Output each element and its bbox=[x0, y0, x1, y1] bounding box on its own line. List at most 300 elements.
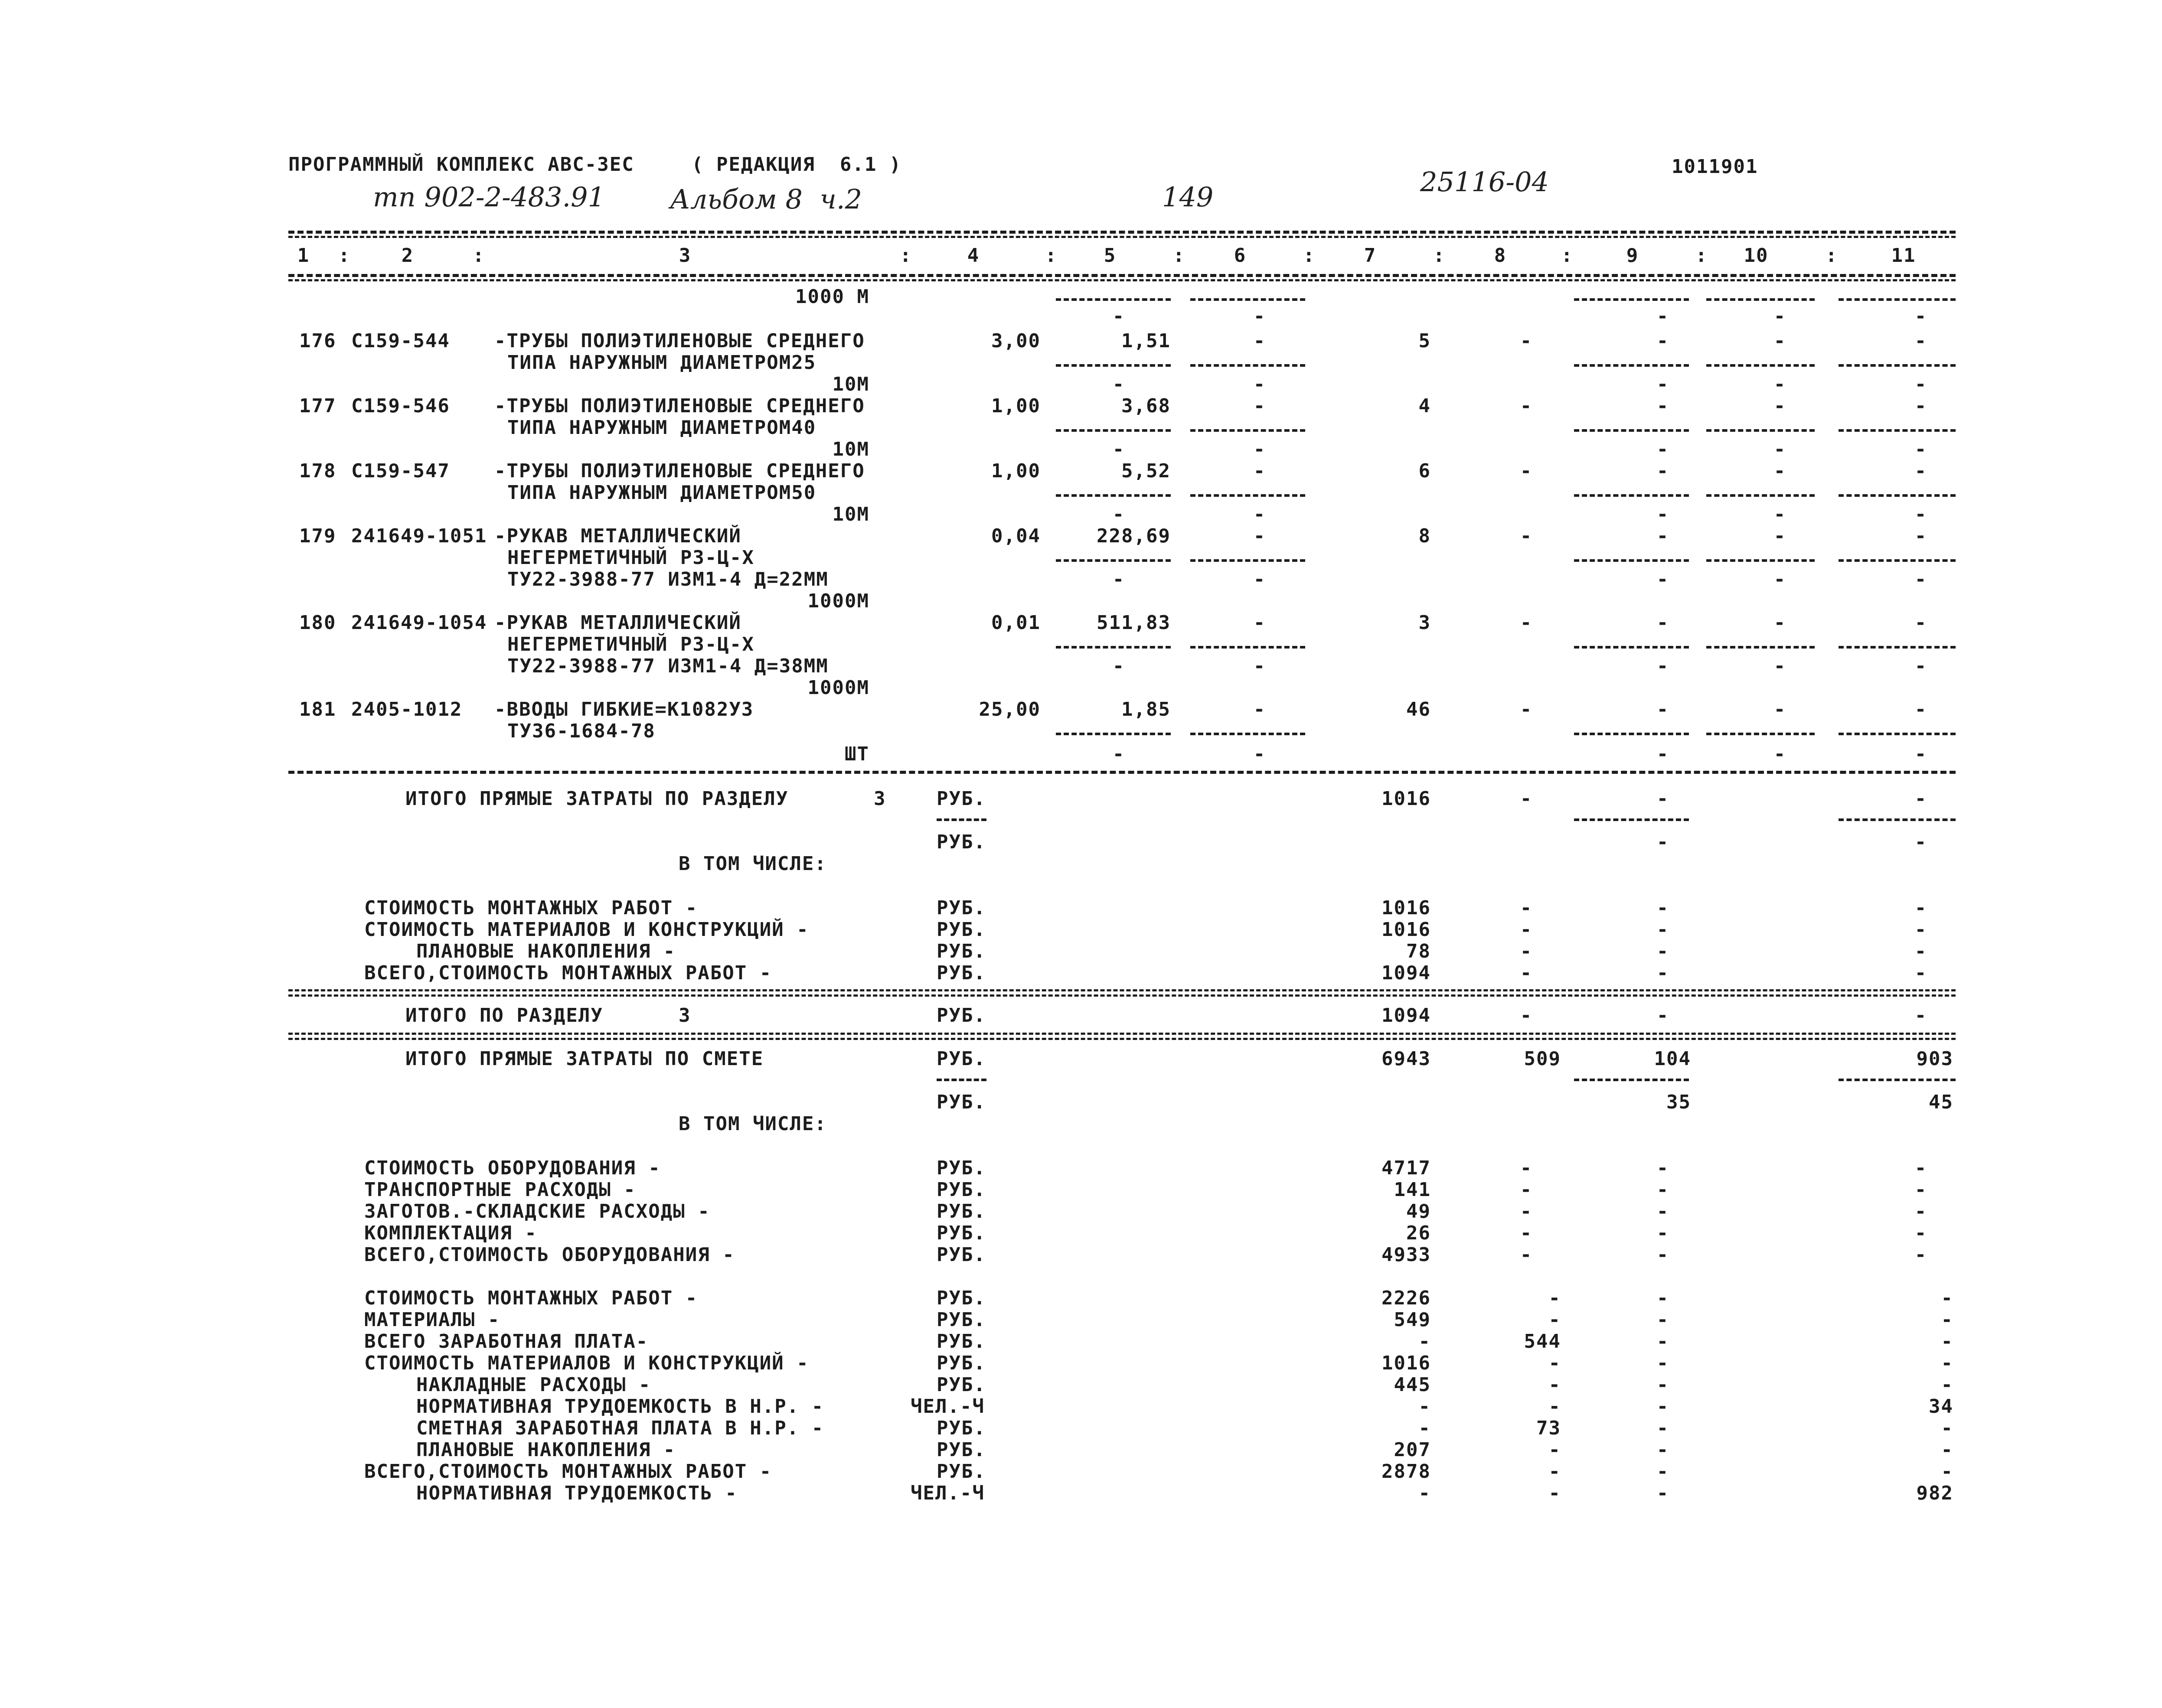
dash-value: - bbox=[1253, 395, 1266, 417]
col-num: 6 bbox=[1234, 244, 1247, 267]
dash-value: - bbox=[1520, 919, 1533, 941]
col-sep: : bbox=[1433, 244, 1446, 267]
item-qty: 1,00 bbox=[991, 460, 1041, 482]
item-no: 177 bbox=[299, 395, 336, 417]
dash-value: - bbox=[1112, 503, 1125, 525]
dash-value: - bbox=[1656, 698, 1669, 720]
dash-value: - bbox=[1656, 919, 1669, 941]
dash-value: - bbox=[1656, 395, 1669, 417]
dash-line bbox=[1706, 733, 1815, 735]
dash-value: - bbox=[1656, 1004, 1669, 1027]
works-v8: - bbox=[1548, 1352, 1561, 1374]
unit-label: РУБ. bbox=[937, 1352, 986, 1374]
item-unit: 1000М bbox=[807, 677, 869, 699]
estimate-v9: 104 bbox=[1654, 1048, 1691, 1070]
works-v7: - bbox=[1418, 1395, 1431, 1418]
dash-value: - bbox=[1914, 330, 1927, 352]
dash-value: - bbox=[1914, 1222, 1927, 1244]
dash-value: - bbox=[1253, 503, 1266, 525]
works-label: СМЕТНАЯ ЗАРАБОТНАЯ ПЛАТА В Н.Р. - bbox=[416, 1417, 824, 1439]
item-name: -РУКАВ МЕТАЛЛИЧЕСКИЙ bbox=[494, 612, 741, 634]
dash-line bbox=[1190, 364, 1305, 367]
dash-value: - bbox=[1656, 460, 1669, 482]
item-unit: 1000М bbox=[807, 590, 869, 612]
dash-value: - bbox=[1656, 503, 1669, 525]
equipment-value: 26 bbox=[1406, 1222, 1431, 1244]
dash-value: - bbox=[1253, 698, 1266, 720]
dash-value: - bbox=[1914, 788, 1927, 810]
dash-value: - bbox=[1656, 1482, 1669, 1504]
item-code: С159-544 bbox=[351, 330, 450, 352]
works-v8: - bbox=[1548, 1460, 1561, 1483]
rule-top-2 bbox=[288, 236, 1956, 238]
dash-value: - bbox=[1914, 438, 1927, 460]
dash-line bbox=[1574, 429, 1689, 432]
breakdown-label: ПЛАНОВЫЕ НАКОПЛЕНИЯ - bbox=[416, 940, 676, 962]
unit-label: РУБ. bbox=[937, 788, 986, 810]
rule-header-bottom-2 bbox=[288, 279, 1956, 281]
dash-value: - bbox=[1112, 438, 1125, 460]
dash-line bbox=[1574, 559, 1689, 562]
dash-value: - bbox=[1656, 1417, 1669, 1439]
works-v8: 544 bbox=[1524, 1330, 1561, 1353]
dash-value: - bbox=[1112, 655, 1125, 677]
breakdown-label: ВСЕГО,СТОИМОСТЬ МОНТАЖНЫХ РАБОТ - bbox=[364, 962, 772, 984]
document-code: 1011901 bbox=[1672, 156, 1758, 178]
item-name: -ТРУБЫ ПОЛИЭТИЛЕНОВЫЕ СРЕДНЕГО bbox=[494, 460, 865, 482]
dash-value: - bbox=[1914, 305, 1927, 327]
col-num: 1 bbox=[297, 244, 310, 267]
handwritten-page: 149 bbox=[1162, 181, 1214, 213]
unit-label: РУБ. bbox=[937, 962, 986, 984]
works-v11: - bbox=[1941, 1417, 1953, 1439]
unit-label: РУБ. bbox=[937, 1309, 986, 1331]
dash-line bbox=[1056, 646, 1171, 649]
dash-value: - bbox=[1520, 897, 1533, 919]
dash-value: - bbox=[1656, 373, 1669, 395]
dash-line bbox=[1706, 559, 1815, 562]
handwritten-album: Альбом 8 ч.2 bbox=[670, 183, 862, 215]
item-no: 179 bbox=[299, 525, 336, 547]
dash-value: - bbox=[1520, 788, 1533, 810]
dash-value: - bbox=[1656, 1179, 1669, 1201]
dash-value: - bbox=[1656, 1309, 1669, 1331]
dash-value: - bbox=[1656, 1200, 1669, 1222]
dash-value: - bbox=[1773, 568, 1786, 590]
equipment-label: ВСЕГО,СТОИМОСТЬ ОБОРУДОВАНИЯ - bbox=[364, 1244, 735, 1266]
unit-label: РУБ. bbox=[937, 1287, 986, 1309]
item-name: -ТРУБЫ ПОЛИЭТИЛЕНОВЫЕ СРЕДНЕГО bbox=[494, 330, 865, 352]
dash-value: - bbox=[1656, 1157, 1669, 1179]
dash-value: - bbox=[1253, 655, 1266, 677]
dash-line bbox=[1839, 646, 1956, 649]
breakdown-label: СТОИМОСТЬ МАТЕРИАЛОВ И КОНСТРУКЦИЙ - bbox=[364, 919, 809, 941]
works-v7: - bbox=[1418, 1330, 1431, 1353]
works-label: ВСЕГО ЗАРАБОТНАЯ ПЛАТА- bbox=[364, 1330, 649, 1353]
works-v8: - bbox=[1548, 1482, 1561, 1504]
program-title: ПРОГРАММНЫЙ КОМПЛЕКС АВС-3ЕС bbox=[288, 153, 634, 176]
works-v8: - bbox=[1548, 1374, 1561, 1396]
dash-value: - bbox=[1773, 373, 1786, 395]
item-name: -ТРУБЫ ПОЛИЭТИЛЕНОВЫЕ СРЕДНЕГО bbox=[494, 395, 865, 417]
item-code: 241649-1051 bbox=[351, 525, 487, 547]
section-number: 3 bbox=[874, 788, 886, 810]
rule-items-end bbox=[288, 771, 1956, 774]
estimate-v11: 903 bbox=[1916, 1048, 1953, 1070]
dash-value: - bbox=[1253, 525, 1266, 547]
estimate-v8: 509 bbox=[1524, 1048, 1561, 1070]
dash-value: - bbox=[1656, 1244, 1669, 1266]
item-total: 46 bbox=[1406, 698, 1431, 720]
item-name: НЕГЕРМЕТИЧНЫЙ РЗ-Ц-Х bbox=[507, 633, 754, 655]
item-qty: 0,04 bbox=[991, 525, 1041, 547]
dash-line bbox=[937, 1079, 986, 1081]
dash-line bbox=[1190, 733, 1305, 735]
dash-value: - bbox=[1112, 743, 1125, 765]
works-v8: - bbox=[1548, 1395, 1561, 1418]
dash-value: - bbox=[1773, 743, 1786, 765]
works-v7: 445 bbox=[1394, 1374, 1431, 1396]
breakdown-label: СТОИМОСТЬ МОНТАЖНЫХ РАБОТ - bbox=[364, 897, 698, 919]
dash-value: - bbox=[1520, 1179, 1533, 1201]
estimate-v7: 6943 bbox=[1381, 1048, 1431, 1070]
unit-label: РУБ. bbox=[937, 897, 986, 919]
item-name: ТУ22-3988-77 ИЗМ1-4 Д=22ММ bbox=[507, 568, 829, 590]
item-total: 8 bbox=[1418, 525, 1431, 547]
unit-label: РУБ. bbox=[937, 1157, 986, 1179]
dash-value: - bbox=[1656, 1330, 1669, 1353]
item-total: 6 bbox=[1418, 460, 1431, 482]
col-num: 9 bbox=[1626, 244, 1639, 267]
dash-value: - bbox=[1914, 460, 1927, 482]
dash-value: - bbox=[1914, 919, 1927, 941]
unit-label: РУБ. bbox=[937, 919, 986, 941]
equipment-label: ЗАГОТОВ.-СКЛАДСКИЕ РАСХОДЫ - bbox=[364, 1200, 710, 1222]
dash-value: - bbox=[1112, 373, 1125, 395]
unit-label: РУБ. bbox=[937, 1200, 986, 1222]
dash-value: - bbox=[1112, 305, 1125, 327]
section-direct-total: 1016 bbox=[1381, 788, 1431, 810]
item-code: С159-547 bbox=[351, 460, 450, 482]
dash-line bbox=[1706, 298, 1815, 301]
unit-label: ЧЕЛ.-Ч bbox=[911, 1395, 985, 1418]
dash-value: - bbox=[1253, 743, 1266, 765]
dash-line bbox=[1839, 559, 1956, 562]
col-sep: : bbox=[900, 244, 912, 267]
item-unit: 10М bbox=[832, 438, 869, 460]
works-v11: - bbox=[1941, 1374, 1953, 1396]
dash-value: - bbox=[1773, 395, 1786, 417]
item-total: 4 bbox=[1418, 395, 1431, 417]
edition-label: ( РЕДАКЦИЯ 6.1 ) bbox=[692, 153, 902, 176]
dash-line bbox=[1574, 364, 1689, 367]
works-v7: - bbox=[1418, 1482, 1431, 1504]
dash-value: - bbox=[1520, 940, 1533, 962]
works-v7: 207 bbox=[1394, 1439, 1431, 1461]
dash-value: - bbox=[1520, 962, 1533, 984]
item-name: -ВВОДЫ ГИБКИЕ=К1082У3 bbox=[494, 698, 754, 720]
col-num: 7 bbox=[1364, 244, 1377, 267]
dash-value: - bbox=[1656, 655, 1669, 677]
dash-line bbox=[1574, 494, 1689, 497]
item-name: ТУ22-3988-77 ИЗМ1-4 Д=38ММ bbox=[507, 655, 829, 677]
dash-line bbox=[1839, 364, 1956, 367]
works-v11: - bbox=[1941, 1439, 1953, 1461]
dash-line bbox=[1574, 818, 1689, 821]
works-v8: - bbox=[1548, 1309, 1561, 1331]
item-price: 3,68 bbox=[1121, 395, 1171, 417]
unit-label: РУБ. bbox=[937, 1091, 986, 1113]
dash-value: - bbox=[1914, 743, 1927, 765]
dash-value: - bbox=[1520, 1244, 1533, 1266]
dash-line bbox=[1839, 298, 1956, 301]
estimate-sub-v9: 35 bbox=[1666, 1091, 1691, 1113]
dash-line bbox=[1056, 364, 1171, 367]
dash-line bbox=[937, 818, 986, 821]
dash-value: - bbox=[1520, 1004, 1533, 1027]
item-price: 511,83 bbox=[1097, 612, 1171, 634]
dash-value: - bbox=[1773, 612, 1786, 634]
dash-line bbox=[1574, 1079, 1689, 1081]
works-v11: - bbox=[1941, 1460, 1953, 1483]
dash-value: - bbox=[1914, 1200, 1927, 1222]
rule-section-1 bbox=[288, 989, 1956, 991]
dash-line bbox=[1190, 559, 1305, 562]
dash-line bbox=[1056, 429, 1171, 432]
dash-line bbox=[1056, 494, 1171, 497]
section-direct-label: ИТОГО ПРЯМЫЕ ЗАТРАТЫ ПО РАЗДЕЛУ bbox=[405, 788, 789, 810]
item-code: 241649-1054 bbox=[351, 612, 487, 634]
dash-line bbox=[1056, 298, 1171, 301]
dash-value: - bbox=[1773, 698, 1786, 720]
works-v11: - bbox=[1941, 1352, 1953, 1374]
works-label: ПЛАНОВЫЕ НАКОПЛЕНИЯ - bbox=[416, 1439, 676, 1461]
works-label: СТОИМОСТЬ МАТЕРИАЛОВ И КОНСТРУКЦИЙ - bbox=[364, 1352, 809, 1374]
dash-value: - bbox=[1520, 460, 1533, 482]
dash-value: - bbox=[1656, 1352, 1669, 1374]
works-v7: 2226 bbox=[1381, 1287, 1431, 1309]
dash-value: - bbox=[1656, 438, 1669, 460]
dash-value: - bbox=[1253, 330, 1266, 352]
equipment-value: 4933 bbox=[1381, 1244, 1431, 1266]
dash-line bbox=[1839, 494, 1956, 497]
dash-line bbox=[1190, 646, 1305, 649]
col-sep: : bbox=[1173, 244, 1186, 267]
dash-line bbox=[1056, 733, 1171, 735]
dash-value: - bbox=[1656, 1439, 1669, 1461]
item-name: ТИПА НАРУЖНЫМ ДИАМЕТРОМ40 bbox=[507, 417, 816, 439]
works-label: НОРМАТИВНАЯ ТРУДОЕМКОСТЬ - bbox=[416, 1482, 738, 1504]
dash-value: - bbox=[1773, 525, 1786, 547]
col-num: 5 bbox=[1104, 244, 1117, 267]
dash-value: - bbox=[1253, 568, 1266, 590]
col-num: 10 bbox=[1744, 244, 1769, 267]
equipment-value: 4717 bbox=[1381, 1157, 1431, 1179]
dash-value: - bbox=[1773, 305, 1786, 327]
unit-label: РУБ. bbox=[937, 1244, 986, 1266]
col-num: 2 bbox=[401, 244, 414, 267]
dash-value: - bbox=[1253, 460, 1266, 482]
item-no: 180 bbox=[299, 612, 336, 634]
dash-value: - bbox=[1656, 743, 1669, 765]
item-name: ТИПА НАРУЖНЫМ ДИАМЕТРОМ50 bbox=[507, 482, 816, 504]
dash-line bbox=[1706, 494, 1815, 497]
item-qty: 1,00 bbox=[991, 395, 1041, 417]
breakdown-value: 1094 bbox=[1381, 962, 1431, 984]
dash-value: - bbox=[1253, 373, 1266, 395]
dash-line bbox=[1056, 559, 1171, 562]
unit-prev: 1000 М bbox=[795, 286, 869, 308]
estimate-incl-label: В ТОМ ЧИСЛЕ: bbox=[679, 1113, 827, 1135]
col-num: 8 bbox=[1494, 244, 1507, 267]
breakdown-value: 1016 bbox=[1381, 897, 1431, 919]
works-v7: 2878 bbox=[1381, 1460, 1431, 1483]
dash-value: - bbox=[1914, 568, 1927, 590]
item-unit: ШТ bbox=[845, 743, 869, 765]
rule-section-3 bbox=[288, 1033, 1956, 1035]
item-qty: 0,01 bbox=[991, 612, 1041, 634]
item-code: 2405-1012 bbox=[351, 698, 463, 720]
item-no: 176 bbox=[299, 330, 336, 352]
dash-value: - bbox=[1253, 612, 1266, 634]
dash-value: - bbox=[1656, 897, 1669, 919]
dash-value: - bbox=[1914, 897, 1927, 919]
dash-value: - bbox=[1914, 525, 1927, 547]
item-price: 1,51 bbox=[1121, 330, 1171, 352]
item-qty: 3,00 bbox=[991, 330, 1041, 352]
col-sep: : bbox=[1695, 244, 1708, 267]
equipment-label: СТОИМОСТЬ ОБОРУДОВАНИЯ - bbox=[364, 1157, 661, 1179]
dash-value: - bbox=[1656, 1460, 1669, 1483]
dash-line bbox=[1190, 429, 1305, 432]
item-price: 5,52 bbox=[1121, 460, 1171, 482]
dash-value: - bbox=[1520, 1200, 1533, 1222]
dash-value: - bbox=[1656, 788, 1669, 810]
unit-label: ЧЕЛ.-Ч bbox=[911, 1482, 985, 1504]
item-price: 1,85 bbox=[1121, 698, 1171, 720]
dash-line bbox=[1839, 1079, 1956, 1081]
item-qty: 25,00 bbox=[979, 698, 1041, 720]
dash-value: - bbox=[1656, 1287, 1669, 1309]
item-total: 3 bbox=[1418, 612, 1431, 634]
col-num: 3 bbox=[679, 244, 692, 267]
dash-value: - bbox=[1656, 330, 1669, 352]
unit-label: РУБ. bbox=[937, 1417, 986, 1439]
dash-value: - bbox=[1914, 1244, 1927, 1266]
col-sep: : bbox=[1045, 244, 1058, 267]
breakdown-value: 1016 bbox=[1381, 919, 1431, 941]
dash-value: - bbox=[1914, 395, 1927, 417]
works-v8: - bbox=[1548, 1287, 1561, 1309]
unit-label: РУБ. bbox=[937, 1179, 986, 1201]
works-v11: 34 bbox=[1929, 1395, 1953, 1418]
dash-line bbox=[1574, 298, 1689, 301]
item-name: ТИПА НАРУЖНЫМ ДИАМЕТРОМ25 bbox=[507, 352, 816, 374]
col-sep: : bbox=[1303, 244, 1316, 267]
rule-section-2 bbox=[288, 994, 1956, 997]
col-num: 11 bbox=[1891, 244, 1916, 267]
estimate-direct-label: ИТОГО ПРЯМЫЕ ЗАТРАТЫ ПО СМЕТЕ bbox=[405, 1048, 764, 1070]
works-v11: 982 bbox=[1916, 1482, 1953, 1504]
dash-value: - bbox=[1520, 612, 1533, 634]
dash-value: - bbox=[1253, 305, 1266, 327]
dash-line bbox=[1839, 733, 1956, 735]
dash-value: - bbox=[1773, 655, 1786, 677]
dash-line bbox=[1839, 429, 1956, 432]
dash-value: - bbox=[1253, 438, 1266, 460]
dash-line bbox=[1574, 733, 1689, 735]
works-v7: 1016 bbox=[1381, 1352, 1431, 1374]
dash-value: - bbox=[1656, 1222, 1669, 1244]
unit-label: РУБ. bbox=[937, 1004, 986, 1027]
col-sep: : bbox=[473, 244, 485, 267]
rule-section-4 bbox=[288, 1038, 1956, 1040]
item-name: НЕГЕРМЕТИЧНЫЙ РЗ-Ц-Х bbox=[507, 547, 754, 569]
item-unit: 10М bbox=[832, 373, 869, 395]
dash-line bbox=[1839, 818, 1956, 821]
col-sep: : bbox=[338, 244, 351, 267]
item-price: 228,69 bbox=[1097, 525, 1171, 547]
works-v7: 549 bbox=[1394, 1309, 1431, 1331]
col-num: 4 bbox=[967, 244, 980, 267]
dash-line bbox=[1706, 364, 1815, 367]
dash-value: - bbox=[1656, 1395, 1669, 1418]
item-name: -РУКАВ МЕТАЛЛИЧЕСКИЙ bbox=[494, 525, 741, 547]
dash-line bbox=[1706, 646, 1815, 649]
unit-label: РУБ. bbox=[937, 1439, 986, 1461]
dash-line bbox=[1190, 494, 1305, 497]
dash-line bbox=[1190, 298, 1305, 301]
works-label: СТОИМОСТЬ МОНТАЖНЫХ РАБОТ - bbox=[364, 1287, 698, 1309]
breakdown-value: 78 bbox=[1406, 940, 1431, 962]
dash-value: - bbox=[1656, 1374, 1669, 1396]
dash-value: - bbox=[1914, 831, 1927, 853]
dash-value: - bbox=[1520, 395, 1533, 417]
works-v8: - bbox=[1548, 1439, 1561, 1461]
dash-value: - bbox=[1520, 525, 1533, 547]
dash-value: - bbox=[1656, 940, 1669, 962]
works-label: ВСЕГО,СТОИМОСТЬ МОНТАЖНЫХ РАБОТ - bbox=[364, 1460, 772, 1483]
unit-label: РУБ. bbox=[937, 1374, 986, 1396]
works-label: НАКЛАДНЫЕ РАСХОДЫ - bbox=[416, 1374, 651, 1396]
works-v11: - bbox=[1941, 1330, 1953, 1353]
dash-value: - bbox=[1520, 1222, 1533, 1244]
dash-value: - bbox=[1520, 698, 1533, 720]
handwritten-number: 25116-04 bbox=[1420, 166, 1549, 198]
dash-value: - bbox=[1914, 940, 1927, 962]
unit-label: РУБ. bbox=[937, 831, 986, 853]
equipment-value: 49 bbox=[1406, 1200, 1431, 1222]
dash-line bbox=[1706, 429, 1815, 432]
section-incl-label: В ТОМ ЧИСЛЕ: bbox=[679, 853, 827, 875]
dash-value: - bbox=[1914, 1004, 1927, 1027]
dash-value: - bbox=[1773, 460, 1786, 482]
section-total-label: ИТОГО ПО РАЗДЕЛУ bbox=[405, 1004, 603, 1027]
section-total-value: 1094 bbox=[1381, 1004, 1431, 1027]
unit-label: РУБ. bbox=[937, 1330, 986, 1353]
dash-value: - bbox=[1914, 962, 1927, 984]
section-number: 3 bbox=[679, 1004, 691, 1027]
dash-value: - bbox=[1914, 373, 1927, 395]
dash-value: - bbox=[1773, 438, 1786, 460]
dash-value: - bbox=[1656, 568, 1669, 590]
equipment-label: ТРАНСПОРТНЫЕ РАСХОДЫ - bbox=[364, 1179, 636, 1201]
dash-value: - bbox=[1773, 503, 1786, 525]
dash-value: - bbox=[1914, 1157, 1927, 1179]
dash-value: - bbox=[1914, 1179, 1927, 1201]
item-name: ТУ36-1684-78 bbox=[507, 720, 656, 742]
works-v11: - bbox=[1941, 1309, 1953, 1331]
